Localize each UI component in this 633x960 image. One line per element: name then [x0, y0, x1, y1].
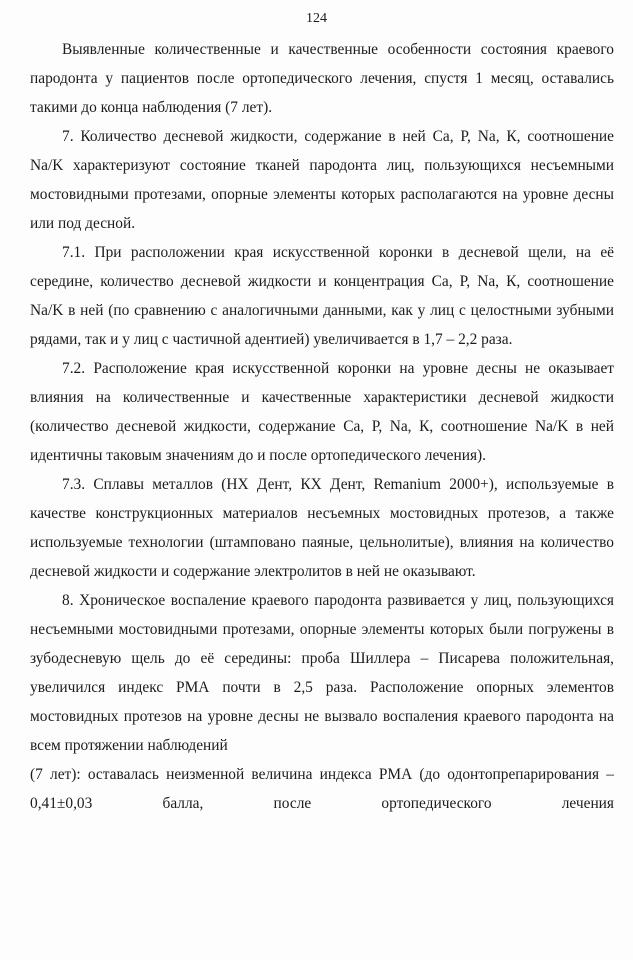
- paragraph-point-8: 8. Хроническое воспаление краевого пародонта развивается у лиц, пользующихся несъемными мостовидными протезами, опорные элементы которых были погружены в зубодесневую щель до её середины: проба Шиллера – Писарева положительная, увеличился индекс РМА почти в 2,5 раза. Расположение опорных элементов мостовидных протезов на уровне десны не вызвало воспаления краевого пародонта на всем протяжении наблюдений: [30, 592, 614, 754]
- paragraph-point-7-1: 7.1. При расположении края искусственной коронки в десневой щели, на её середине, количество десневой жидкости и концентрация Са, Р, Na, К, соотношение Na/K в ней (по сравнению с аналогичными данными, как у лиц с целостными зубными рядами, так и у лиц с частичной адентией) увеличивается в 1,7 – 2,2 раза.: [30, 244, 614, 348]
- paragraph-point-7: 7. Количество десневой жидкости, содержание в ней Са, Р, Na, К, соотношение Na/K характеризуют состояние тканей пародонта лиц, пользующихся несъемными мостовидными протезами, опорные элементы которых располагаются на уровне десны или под десной.: [30, 128, 614, 232]
- paragraph-point-8-continued: (7 лет): оставалась неизменной величина индекса РМА (до одонтопрепарирования – 0,41±0,03 балла, после ортопедического лечения: [30, 766, 614, 812]
- paragraph-conclusion-summary: Выявленные количественные и качественные особенности состояния краевого пародонта у пациентов после ортопедического лечения, спустя 1 месяц, оставались такими до конца наблюдения (7 лет).: [30, 41, 614, 116]
- paragraph-point-7-2: 7.2. Расположение края искусственной коронки на уровне десны не оказывает влияния на количественные и качественные характеристики десневой жидкости (количество десневой жидкости, содержание Са, Р, Na, К, соотношение Na/K в ней идентичны таковым значениям до и после ортопедического лечения).: [30, 360, 614, 464]
- paragraph-point-7-3: 7.3. Сплавы металлов (НХ Дент, КХ Дент, Remanium 2000+), используемые в качестве конструкционных материалов несъемных мостовидных протезов, а также используемые технологии (штамповано паяные, цельнолитые), влияния на количество десневой жидкости и содержание электролитов в ней не оказывают.: [30, 476, 614, 580]
- document-body: [30, 35, 614, 818]
- page-number: 124: [306, 11, 327, 26]
